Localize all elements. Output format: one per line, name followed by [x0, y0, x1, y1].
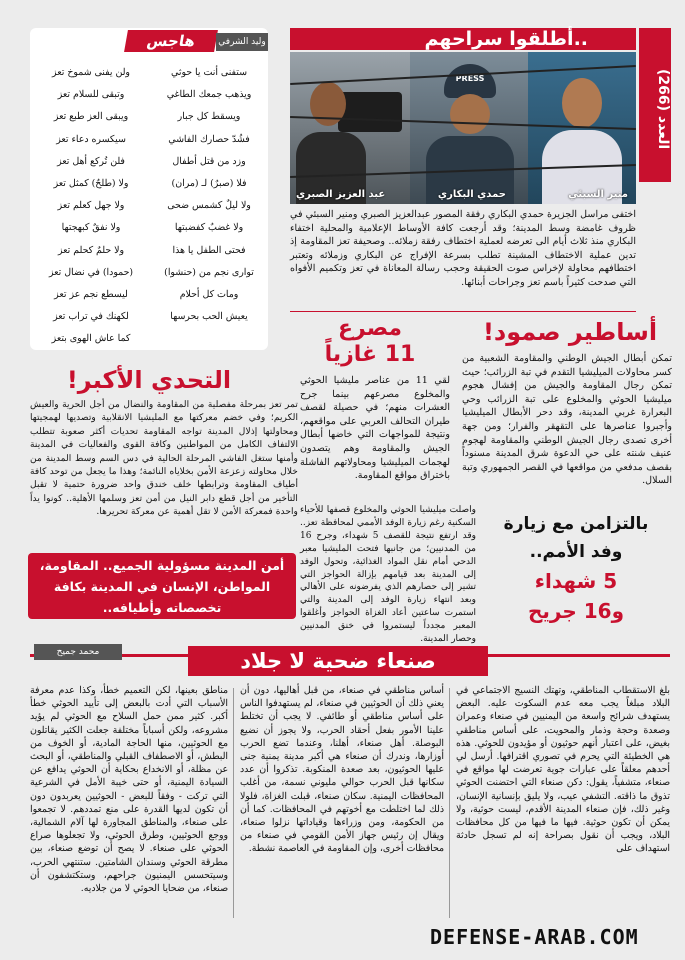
poem-line: سيكسره دعاء تعز: [56, 133, 126, 145]
poem-line: وزد من قتل أطفال: [172, 155, 246, 167]
top-story-body: اختفى مراسل الجزيرة حمدي البكاري رفقة المصور عبدالعزيز الصبري ومنير السبئي في ظروف غامضة وسط المدينة؛ وقد أرجعت كافة الأوساط الإعلامية والمحلية اختفاء البكاري منذ ثلاث أيام الى تعرضه لعملية اختطاف رفقة زملائه.. وصحيفة تعز المقاومة إذ تدين عملية الاختطاف المشينة تطلب بسرعة الإفراج عن البكاري وزملائه وتعتبر اختطافهم محاولة لإخراس صوت الحقيقة وحجب رسالة المعاناة في تعز وتكميم الأفواه التي صدحت كثيراً باسم تعز وجراحات أبنائها.: [290, 209, 636, 288]
poem-line: ولا ليلٌ كشمس ضحى: [167, 200, 251, 212]
challenge-headline: التحدي الأكبر!: [66, 366, 232, 394]
poem-line: وتبقى للسلام تعز: [57, 89, 125, 101]
poem-line: ستفنى أنت يا حوثي: [171, 67, 247, 78]
poem-columns: [30, 30, 268, 350]
myths-headline: أساطير صمود!: [482, 318, 658, 346]
poem-line: ولا غضبٌ كفضبتها: [174, 222, 244, 234]
divider: [290, 311, 636, 312]
poem-line: ولا نفقٌ كبهجتها: [61, 222, 121, 234]
poem-line: فحتى الطفل يا هذا: [172, 244, 246, 256]
sanaa-headline: صنعاء ضحية لا جلاد: [188, 646, 488, 676]
poem-left-column: [36, 62, 146, 351]
killed-body: لقي 11 من عناصر مليشيا الحوثي والمخلوع مصرعهم بينما جرح العشرات منهم؛ في حصيلة لقصف طيران التحالف العربي على مواقعهم، ونتيجة للمواجهات التي خاضها أبطال الجيش والمقاومة وهم يتصدون لهجمات الميليشيا ومحاولاتهم الفاشلة باختراق مواقع المقاومة.: [300, 375, 450, 482]
poem-line: ولا جهل كعلم تعز: [57, 200, 125, 212]
un-visit-line: 5 شهداء: [534, 569, 618, 593]
poem-line: ويسقط كل جبار: [177, 111, 241, 123]
caption-hamdi: حمدي البكاري: [437, 189, 506, 200]
un-visit-body: واصلت ميليشيا الحوثي والمخلوع قصفها للأحياء السكنية رغم زيارة الوفد الأممي لمحافظة تعز.. وقد ارتفع نتيجة للقصف 5 شهداء، وجرح 16 من المدنيين؛ من جانبها فتحت المليشيا معبر الدحي أمام نقل المواد الغذائية، وتحول الوفد إلى المدينة بعد قيامهم بإزالة الحواجز التي تشير إلى حصارهم الذي يفرضونه على الأهالي وبعد انتهاء زيارة الوفد إلى المدينة والتي استمرت ساعتين أعاد الغزاة الحواجز وأغلقوا المعبر مجدداً ليستمروا في خنق المدنيين وحصار المدينة.: [300, 505, 476, 645]
sanaa-author: محمد جميح: [34, 644, 122, 660]
photo-abdulaziz: [290, 52, 410, 204]
poem-line: ولا حلمٌ كحلم تعز: [57, 244, 125, 256]
myths-body: تمكن أبطال الجيش الوطني والمقاومة الشعبية من كسر محاولات الميليشيا التقدم في تبة الزرائب؛ حيث تمكن رجال المقاومة والجيش من إفشال هجوم ميليشيا الحوثي والمخلوع على تبة الزرائب وحي البعرارة غربي المدينة، وقد دحر الأبطال الميليشيا وأجبروا عناصرها على التقهقر والفرار؛ ومن جهة أخرى تصدى رجال الجيش الوطني والمقاومة لهجوم عنيف شنته على حي الدعوة شرق المدينة مسنوداً بقصف مدفعي من مواقعها في القصر الجمهوري وتبة السلال.: [462, 353, 672, 487]
poem-line: ويبقى العز طبع تعز: [53, 111, 129, 123]
poem-line: فلا (صبرٌ) لـ (مران): [171, 178, 247, 190]
footer-url[interactable]: DEFENSE-ARAB.COM: [430, 925, 639, 949]
poem-line: ولا (طلحٌ) كمثل تعز: [53, 178, 129, 190]
sanaa-column-middle: أساس مناطقي في صنعاء، من قبل أهاليها، دون أن يعني ذلك أن الحوثيين في صنعاء، لم يستهدفوا الناس على أساس مناطقي أو طائفي. لا يجب أن تختلط علينا الأمور بفعل أحقاد الحرب، ولا يجوز أن نضيع البوصلة. أهل صنعاء، أهلنا، وعندما تضع الحرب أوزارها، وندرك أن صنعاء هي أكبر مدينة يمنية جنى عليها الحوثيون، بعد صعدة المنكوبة. تذكروا أن عدد سكانها قبل الحرب حوالي مليوني نسمة، من أغلب المحافظات اليمنية. سكان صنعاء، قبلت الغزاة، فلولا ذلك لما اختلطت مع أخوتهم في المحافظات. كما أن من الحكومة، ومن وزراءها وقياداتها نزلوا صنعاء، ويقال إن رئيس جهاز الأمن القومي في صنعاء من محافظات أخرى، وإن المقاومة في العاصمة نشطة.: [240, 685, 444, 855]
poem-line: ويذهب جمعك الطاغي: [166, 89, 252, 101]
security-banner: أمن المدينة مسؤولية الجميع.. المقاومة، المواطن، الإنسان في المدينة بكافة تخصصاته وأطيافه..: [28, 553, 296, 619]
un-visit-line: و16 جريح: [527, 599, 625, 623]
challenge-body: تمر تعز بمرحلة مفصلية من المقاومة والنضال من أجل الحرية والعيش الكريم؛ وفي خضم معركتها مع المليشيا الانقلابية وتصديها لهمجيتها ومحاولتها إذلال المدينة تواجه المقاومة تحديات أكثر صعوبة تتطلب الالتفاف الكامل من المواطنين وكافة القوى والفعاليات في المدينة وأمنها ستغل الفاشي المرحلة الحالية في دس السم وسط المدينة من خلال محاولته زعزعة الأمن بخلاياه النائمة؛ وهذا ما يجعل من توحد كافة أطياف المقاومة وترابطها خلف خندق واحد ضرورة حتمية لا تقبل التأخير من أجل قطع دابر النيل من أمن تعز وسلمها الأهلية.. كونوا يداً واحدة فمعركة الأمن لا تقل أهمية عن معركة تحريرها.: [30, 399, 298, 518]
caption-abdulaziz: عبد العزيز الصبري: [296, 189, 386, 200]
poem-author: وليد الشرفي: [216, 33, 268, 51]
poem-line: (حمودا) في نضال تعز: [48, 266, 134, 278]
un-visit-line: وفد الأمم..: [529, 542, 623, 562]
un-visit-headline: [478, 510, 674, 626]
poem-line: كما عاش الهوى بتعز: [51, 333, 131, 345]
column-divider: [233, 688, 234, 918]
top-headline: أطلقوا سراحهم..: [290, 28, 636, 50]
poem-title: هاجس ثوري: [124, 30, 218, 52]
camera-icon: [338, 92, 402, 132]
poem-line: توارى نجم من (حنشوا): [164, 266, 254, 278]
un-visit-line: بالتزامن مع زيارة: [503, 514, 649, 534]
killed-headline: مصرع 11 غازياً: [324, 316, 416, 367]
sanaa-column-left: مناطق بعينها، لكن التعميم خطأ، وكذا عدم معرفة الأسباب التي أدت بالبعض إلى تأييد الحوثي خطأ أكبر. كثير ممن حمل السلاح مع الحوثي لم يؤيد مشروعه، ولكن أسباباً مختلفة جعلت الكثير يقاتلون مع الحوثيين، منها الحاجة المادية، أو الخوف من البطش، أو الاصطفاف القبلي والمناطقي، أو البحث عن مظلة، أو الانخداع بحكاية أن الحوثي يدافع عن السيادة اليمنية، أو حتى خيبة الأمل في الشرعية التي تركت - وفقاً للبعض - الحوثيين يعربدون دون أن تكون لديها القدرة على منع تمددهم. لا تجمعوا على صنعاء، والمناطق المجاورة لها آلام الشمالية، ووجع الحوثيين، وطرق الحوثي، ولا تجعلوها صراع الحوثي على صنعاء. لا يصح أن توضع صنعاء، بين مطرقة الحوثي وسندان الشامتين. ستنتهي الحرب، وسيتحسس اليمنيون جراحهم، وستكتشفون أن صنعاء، من ضحايا الحوثي لا من جلاديه.: [30, 685, 228, 895]
sanaa-column-right: بلغ الاستقطاب المناطقي، وتهتك النسيج الاجتماعي في البلاد مبلغاً يجب معه عدم السكوت عليه. البعض يستهدف شرائح واسعة من اليمنيين في صنعاء وعمران وصعدة وحجة وذمار والمحويت، على أساس مناطقي بغيض، على اعتبار أنهم حوثيون أو مؤيدون للحوثي. هذه هي الخطيئة التي يحرم في تصوري اقترافها. أرسل لي أحدهم معلقاً على عبارات جوية تعرضت لها مواقع في صنعاء، متشفياً، يقول: دكن صنعاء التي احتضنت الحوثي تذوق ما ذاقته. التشفي عيب، ولا يليق بإنسانية الإنسان، وغير ذلك، فإن صنعاء المدينة الأقدم، ليست حوثية، ولا يمكن أن تكون حوثية. فيها ما فيها من كل محافظات البلاد، ويجب أن نقول بصراحة إنه لم تسجل حادثة استهداف على: [456, 685, 670, 855]
poem-right-column: [154, 62, 264, 328]
poem-line: يعيش الحب بحرسها: [170, 311, 248, 323]
poem-line: ولن يفنى شموخ تعز: [52, 67, 130, 78]
poem-line: فلن تُركع أهل تعز: [57, 155, 125, 167]
poem-line: ومات كل أحلام: [179, 289, 239, 301]
poem-line: لكهنك في تراب تعز: [53, 311, 129, 323]
poem-line: ليسطع نجم عز تعز: [54, 289, 128, 301]
helmet-icon: PRESS: [444, 64, 496, 98]
journalists-photo-strip: [290, 52, 636, 204]
portrait-face: [450, 94, 490, 134]
poem-line: فشُدّ حصارك الفاشي: [168, 133, 250, 145]
column-divider: [449, 688, 450, 918]
issue-number: العدد (266): [639, 28, 671, 182]
caption-muneer: منير السبئي: [568, 189, 628, 200]
portrait-face: [562, 78, 602, 128]
